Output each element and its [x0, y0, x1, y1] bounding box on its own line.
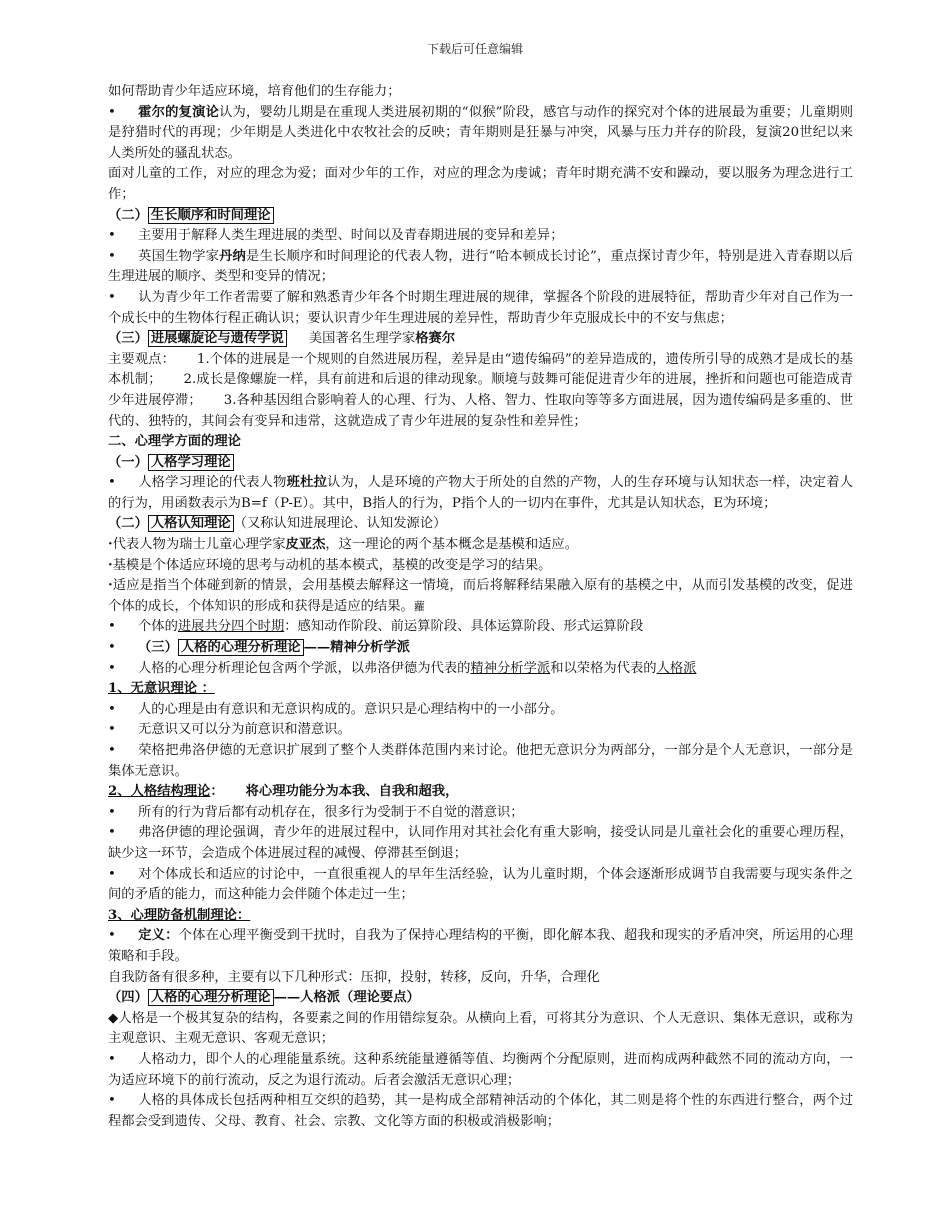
text: ：感知动作阶段、前运算阶段、具体运算阶段、形式运算阶段	[284, 619, 644, 635]
paragraph-spiral-points	[108, 350, 853, 432]
bullet-unconscious-3: • 荣格把弗洛伊德的无意识扩展到了整个人类群体范围内来讨论。他把无意识分为两部分，一部分是个人无意识，一部分是集体无意识。	[108, 741, 853, 782]
page-header: 下载后可任意编辑	[426, 42, 523, 56]
heading-cognitive-title: 人格认知理论	[148, 515, 234, 532]
heading-jung-title: 人格的心理分析理论	[148, 989, 274, 1006]
underlined-freud-school: 精神分析学派	[470, 660, 551, 676]
heading-number: （四）	[108, 990, 148, 1006]
heading-psychoanalysis	[108, 638, 853, 659]
paragraph-defense-forms: 自我防备有很多种，主要有以下几种形式：压抑，投射，转移，反向，升华，合理化	[108, 969, 600, 985]
bullet-structure-2: • 弗洛伊德的理论强调，青少年的进展过程中，认同作用对其社会化有重大影响，接受认同是儿童社会化的重要心理历程，缺少这一环节，会造成个体进展过程的减慢、停滞甚至倒退；	[108, 823, 853, 864]
underlined-stages: 进展共分四个时期	[177, 619, 285, 635]
paragraph-intro: 如何帮助青少年适应环境，培育他们的生存能力；	[108, 84, 401, 99]
term-piaget: 皮亚杰	[285, 537, 326, 553]
heading-learning-title: 人格学习理论	[148, 454, 234, 471]
heading-growth	[108, 206, 853, 227]
heading-growth-title: 生长顺序和时间理论	[148, 207, 274, 224]
bullet-jung-2: • 人格的具体成长包括两种相互交织的趋势，其一是构成全部精神活动的个体化，其二则是将个性的东西进行整合，两个过程都会受到遗传、父母、教育、社会、宗教、文化等方面的积极或消极影响；	[108, 1091, 853, 1132]
text: 认为，人是环境的产物大于所处的自然的产物，人的生存环境与认知状态一样，决定着人的行为，用函数表示为B=f（P-E）。其中，B指人的行为，P指个人的一切内在事件，尤其是认知状态，E为环境；	[108, 475, 854, 511]
bullet-structure-1: • 所有的行为背后都有动机存在，很多行为受制于不自觉的潜意识；	[108, 803, 853, 824]
text: 主要观点：	[108, 351, 175, 367]
term-bandura: 班杜拉	[286, 475, 328, 491]
text: 美国著名生理学家	[308, 331, 416, 347]
text: 个体的	[138, 619, 178, 635]
term-gesell: 格赛尔	[415, 331, 456, 347]
heading-number: （二）	[108, 516, 148, 532]
heading-learning	[108, 453, 853, 474]
text: 英国生物学家	[138, 248, 220, 264]
heading-suffix: ——精神分析学派	[303, 640, 410, 656]
bullet-growth-3: • 认为青少年工作者需要了解和熟悉青少年各个时期生理进展的规律，掌握各个阶段的进展特征，帮助青少年对自己作为一个成长中的生物体行程正确认识；要认识青少年生理进展的差异性，帮助青少年克服成长中的不安与焦虑；	[108, 288, 853, 329]
text: 将心理功能分为本我、自我和超我，	[245, 784, 459, 800]
document-body	[108, 82, 853, 1132]
paragraph-work-ideals: 面对儿童的工作，对应的理念为爱；面对少年的工作，对应的理念为虔诚；青年时期充满不安和躁动，要以服务为理念进行工作；	[108, 166, 853, 202]
text: 1.个体的进展是一个规则的自然进展历程，差异是由“遗传编码”的差异造成的，遗传所引导的成熟才是成长的基本机制；	[108, 351, 854, 388]
dot-item-piaget	[108, 535, 853, 556]
text: ，这一理论的两个基本概念是基模和适应。	[325, 537, 579, 553]
heading-unconscious: 1、无意识理论 ：	[108, 681, 215, 697]
text: 2.成长是像螺旋一样，具有前进和后退的律动现象。顺境与鼓舞可能促进青少年的进展，挫折和问题也可能造成青少年进展停滞；	[108, 372, 854, 408]
heading-psychoanalysis-title: 人格的心理分析理论	[178, 639, 304, 656]
bullet-jung-1: • 人格动力，即个人的心理能量系统。这种系统能量遵循等值、均衡两个分配原则，进而构成两种截然不同的流动方向，一为适应环境下的前行流动，反之为退行流动。后者会激活无意识心理；	[108, 1050, 853, 1091]
heading-cognitive	[108, 514, 853, 535]
bullet-stages	[108, 617, 853, 638]
bullet-growth-1: • 主要用于解释人类生理进展的类型、时间以及青春期进展的变异和差异；	[108, 226, 853, 247]
definition-label: 定义：	[138, 928, 179, 944]
heading-spiral	[108, 329, 853, 350]
text: 人格的心理分析理论包含两个学派，以弗洛伊德为代表的	[138, 660, 471, 676]
bullet-defense-definition	[108, 926, 853, 967]
term-hall: 霍尔的复演论	[138, 104, 220, 120]
heading-suffix: ——人格派（理论要点）	[273, 990, 420, 1006]
bullet-learning	[108, 473, 853, 514]
heading-structure-title: 2、人格结构理论	[108, 784, 211, 800]
heading-number: （二）	[108, 207, 148, 223]
underlined-jung-school: 人格派	[656, 660, 697, 676]
text: 个体在心理平衡受到干扰时，自我为了保持心理结构的平衡，即化解本我、超我和现实的矛盾冲突，所运用的心理策略和手段。	[108, 928, 854, 964]
bullet-structure-3: • 对个体成长和适应的讨论中，一直很重视人的早年生活经验，认为儿童时期，个体会逐渐形成调节自我需要与现实条件之间的矛盾的能力，而这种能力会伴随个体走过一生；	[108, 865, 853, 906]
bullet-growth-2	[108, 247, 853, 288]
dot-item-adaptation	[108, 576, 853, 617]
heading-structure	[108, 782, 853, 803]
heading-number: （一）	[108, 454, 148, 470]
term-tanner: 丹纳	[219, 248, 247, 264]
bullet-hall-text: 认为，婴幼儿期是在重现人类进展初期的“似猴”阶段，感官与动作的探究对个体的进展最为重要；儿童期则是狩猎时代的再现；少年期是人类进化中农牧社会的反映；青年期则是狂暴与冲突，风暴与压力并存的阶段，复演20世纪以来人类所处的骚乱状态。	[108, 104, 853, 161]
bullet-hall	[108, 103, 853, 165]
section-heading-psychology: 二、心理学方面的理论	[108, 434, 241, 450]
heading-jung	[108, 988, 853, 1009]
text: ：	[210, 784, 224, 800]
text: 是生长顺序和时间理论的代表人物，进行“哈本顿成长讨论”，重点探讨青少年，特别是进入青春期以后生理进展的顺序、类型和变异的情况；	[108, 248, 853, 285]
text: 代表人物为瑞士儿童心理学家	[112, 537, 286, 553]
text: 适应是指当个体碰到新的情景，会用基模去解释这一情境，而后将解释结果融入原有的基模之中，从而引发基模的改变，促进个体的成长，个体知识的形成和获得是适应的结果。	[108, 578, 853, 614]
text: 3.各种基因组合影响着人的心理、行为、人格、智力、性取向等等多方面进展，因为遗传编码是多重的、世代的、独特的，其间会有变异和违常，这就造成了青少年进展的复杂性和差异性；	[108, 392, 854, 429]
bullet-schools	[108, 659, 853, 680]
stray-mark: 蘿	[413, 599, 425, 613]
heading-note: （又称认知进展理论、认知发源论）	[233, 516, 447, 532]
text: 和以荣格为代表的	[550, 660, 657, 676]
text: 人格学习理论的代表人物	[138, 475, 287, 491]
bullet-unconscious-1: • 人的心理是由有意识和无意识构成的。意识只是心理结构中的一小部分。	[108, 700, 853, 721]
heading-number: （三）	[138, 640, 178, 656]
diamond-item-structure: ◆ 人格是一个极其复杂的结构，各要素之间的作用错综复杂。从横向上看，可将其分为意识、个人无意识、集体无意识，或称为主观意识、主观无意识、客观无意识；	[108, 1009, 853, 1050]
bullet-unconscious-2: • 无意识又可以分为前意识和潜意识。	[108, 720, 853, 741]
heading-spiral-title: 进展螺旋论与遗传学说	[148, 330, 287, 347]
heading-defense: 3、心理防备机制理论：	[108, 907, 251, 923]
dot-item-schema: · 基模是个体适应环境的思考与动机的基本模式，基模的改变是学习的结果。	[108, 556, 853, 577]
heading-number: （三）	[108, 331, 148, 347]
